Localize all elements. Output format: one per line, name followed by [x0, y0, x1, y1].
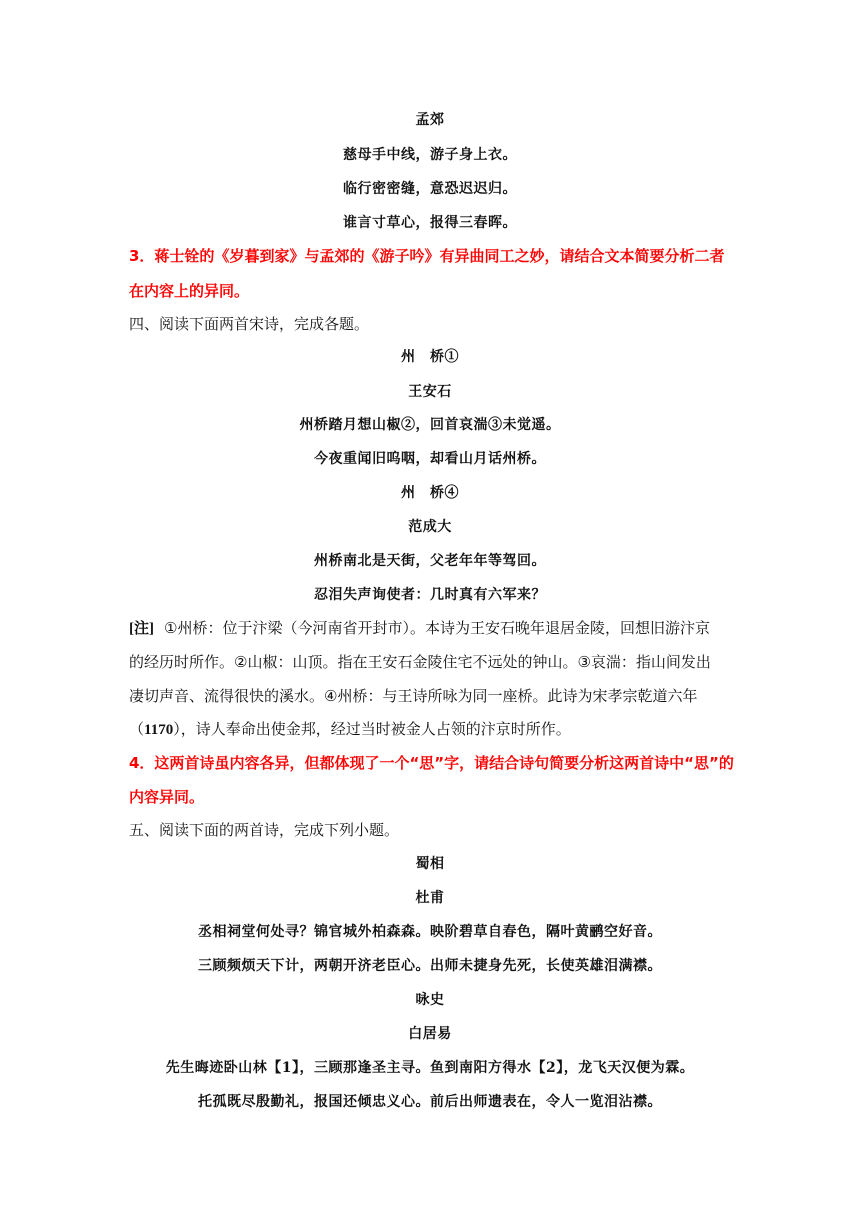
poem-line: 丞相祠堂何处寻？锦官城外柏森森。映阶碧草自春色，隔叶黄鹂空好音。	[198, 924, 662, 940]
question-4-line-1: 4．这两首诗虽内容各异，但都体现了一个“思”字，请结合诗句简要分析这两首诗中“思”的	[129, 754, 734, 772]
section-4-heading: 四、阅读下面两首宋诗，完成各题。	[129, 315, 370, 333]
poem-title-shuxiang: 蜀相	[415, 856, 445, 872]
poem-title-yongshi: 咏史	[415, 992, 445, 1008]
question-4-line-2: 内容异同。	[129, 788, 205, 806]
note-year: 1170	[144, 722, 174, 738]
note-line-1	[129, 621, 710, 637]
note-line-2: 的经历时所作。②山椒：山顶。指在王安石金陵住宅不远处的钟山。③哀湍：指山间发出	[129, 653, 711, 671]
note-text: ①州桥：位于汴梁（今河南省开封市）。本诗为王安石晚年退居金陵，回想旧游汴京	[164, 619, 710, 637]
poem-line: 州桥踏月想山椒②，回首哀湍③未觉遥。	[299, 417, 561, 433]
poem-line: 先生晦迹卧山林【1】，三顾那逢圣主寻。鱼到南阳方得水【2】，龙飞天汉便为霖。	[165, 1060, 695, 1076]
section-5-heading: 五、阅读下面的两首诗，完成下列小题。	[129, 821, 400, 839]
poem-line: 慈母手中线，游子身上衣。	[343, 147, 517, 163]
poem-line: 托孤既尽殷勤礼，报国还倾忠义心。前后出师遗表在，令人一览泪沾襟。	[198, 1094, 662, 1110]
poem-line: 谁言寸草心，报得三春晖。	[343, 215, 517, 231]
note-line-3: 凄切声音、流得很快的溪水。④州桥：与王诗所咏为同一座桥。此诗为宋孝宗乾道六年	[129, 687, 698, 705]
poem-line: 忍泪失声询使者：几时真有六军来？	[314, 587, 546, 603]
poem-author-dufu: 杜甫	[415, 890, 445, 906]
question-3-line-2: 在内容上的异同。	[129, 282, 250, 300]
poem-line: 州桥南北是天街，父老年年等驾回。	[314, 553, 546, 569]
poem-author-fanchengda: 范成大	[408, 519, 452, 535]
note-text: （	[129, 720, 145, 738]
poem-author-mengjiao: 孟郊	[415, 112, 445, 128]
poem-line: 今夜重闻旧呜咽，却看山月话州桥。	[314, 451, 546, 467]
question-3-line-1: 3．蒋士铨的《岁暮到家》与孟郊的《游子吟》有异曲同工之妙，请结合文本简要分析二者	[129, 247, 725, 265]
poem-title-zhouqiao-2: 州 桥④	[401, 485, 459, 501]
poem-line: 三顾频烦天下计，两朝开济老臣心。出师未捷身先死，长使英雄泪满襟。	[198, 958, 662, 974]
poem-title-zhouqiao-1: 州 桥①	[401, 349, 459, 365]
poem-author-wanganshi: 王安石	[408, 384, 452, 400]
poem-author-baijuyi: 白居易	[408, 1026, 452, 1042]
note-text: ），诗人奉命出使金邦，经过当时被金人占领的汴京时所作。	[173, 720, 571, 738]
note-line-4	[129, 722, 571, 738]
note-label: [注]	[129, 621, 154, 637]
poem-line: 临行密密缝，意恐迟迟归。	[343, 181, 517, 197]
